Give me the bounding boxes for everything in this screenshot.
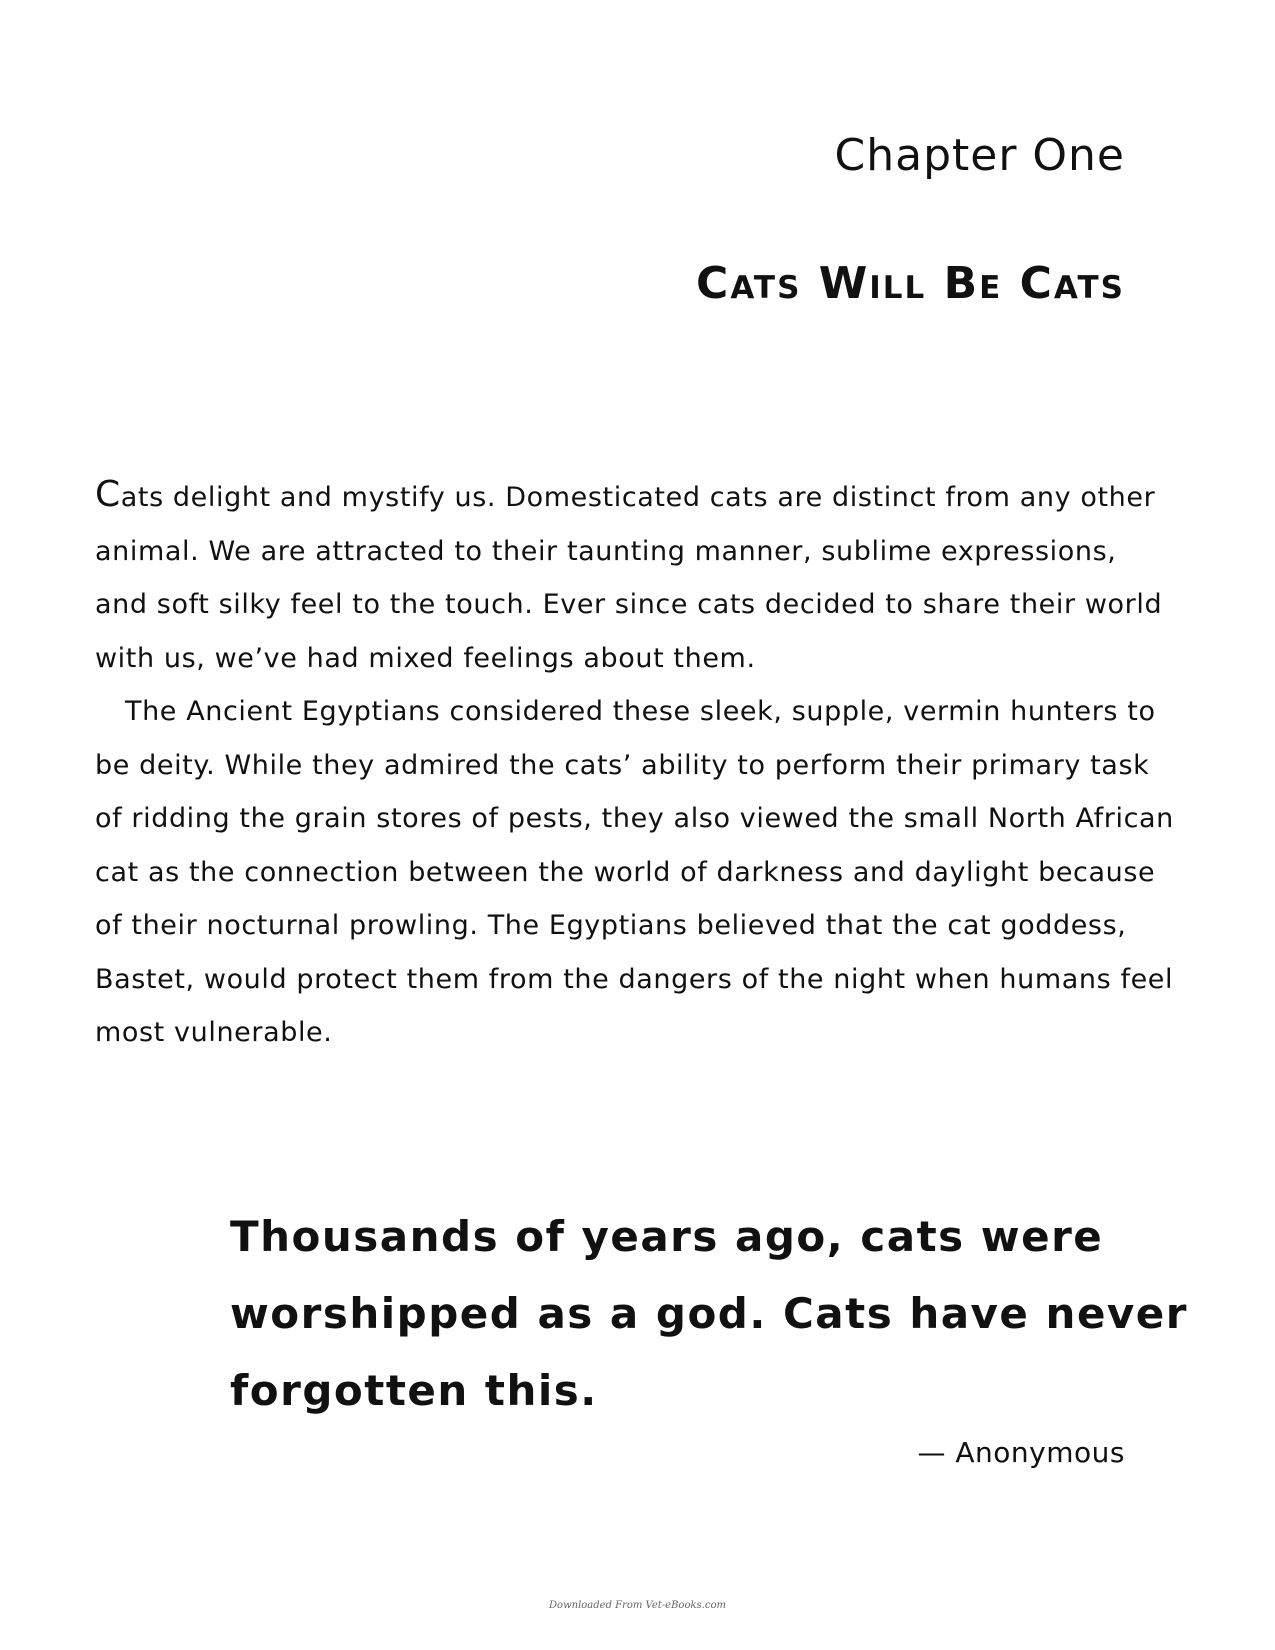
quote-attribution: — Anonymous <box>917 1436 1125 1469</box>
body-paragraph-1 <box>95 468 1175 685</box>
body-paragraph-1-text: ats delight and mystify us. Domesticated cats are distinct from any other animal. We are attracted to their taunting manner, sublime expressions, and soft silky feel to the touch. Ever since cats decided to share their world with us, we’ve had mixed feelings about them. <box>95 482 1163 674</box>
chapter-title: Cats Will Be Cats <box>696 258 1125 309</box>
body-paragraph-2: The Ancient Egyptians considered these sleek, supple, vermin hunters to be deity. While they admired the cats’ ability to perform their primary task of ridding the grain stores of pests, they also viewed the small North African cat as the connection between the world of darkness and daylight because of their nocturnal prowling. The Egyptians believed that the cat goddess, Bastet, would protect them from the dangers of the night when humans feel most vulnerable. <box>95 696 1174 1048</box>
download-watermark: Downloaded From Vet-eBooks.com <box>549 1600 726 1611</box>
dropcap-letter: C <box>95 474 121 515</box>
body-text <box>95 468 1175 1060</box>
chapter-label: Chapter One <box>834 130 1125 181</box>
pull-quote: Thousands of years ago, cats were worshipped as a god. Cats have never forgotten this. <box>230 1212 1189 1415</box>
